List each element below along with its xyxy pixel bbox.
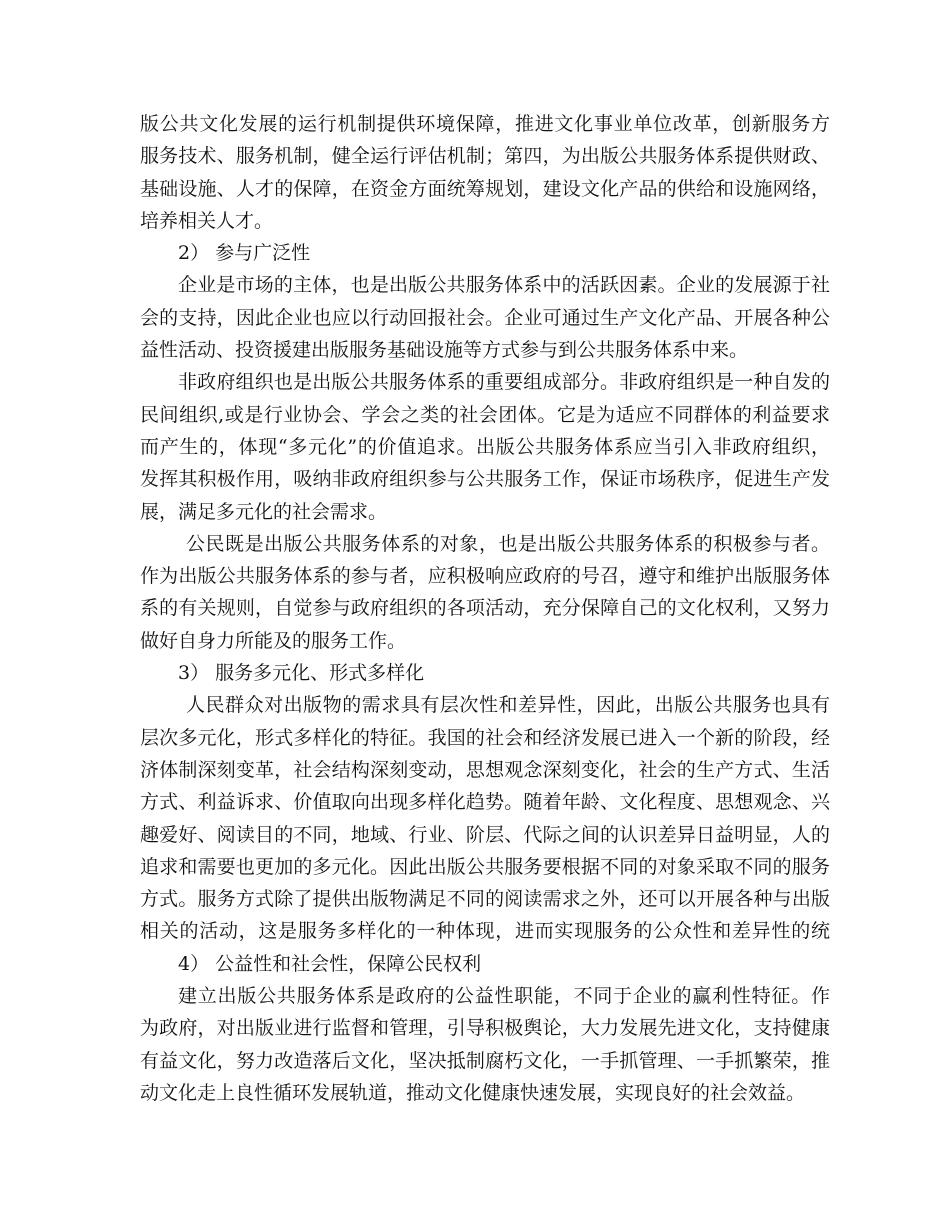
text-line: 培养相关人才。 bbox=[140, 209, 274, 232]
paragraph bbox=[140, 689, 830, 947]
section-heading: 2） 参与广泛性 bbox=[178, 242, 311, 265]
text-line: 公民既是出版公共服务体系的对象，也是出版公共服务体系的积极参与者。 bbox=[186, 532, 830, 555]
text-line: 济体制深刻变革，社会结构深刻变动，思想观念深刻变化，社会的生产方式、生活 bbox=[140, 758, 830, 781]
text-line: 趣爱好、阅读目的不同，地域、行业、阶层、代际之间的认识差异日益明显，人的 bbox=[140, 823, 830, 846]
text-line: 有益文化，努力改造落后文化，坚决抵制腐朽文化，一手抓管理、一手抓繁荣，推 bbox=[140, 1049, 830, 1072]
section-heading: 3） 服务多元化、形式多样化 bbox=[178, 662, 425, 685]
text-line: 服务技术、服务机制，健全运行评估机制；第四，为出版公共服务体系提供财政、 bbox=[140, 145, 830, 168]
text-line: 版公共文化发展的运行机制提供环境保障，推进文化事业单位改革，创新服务方 bbox=[140, 113, 830, 135]
text-line: 展，满足多元化的社会需求。 bbox=[140, 500, 388, 523]
section-heading: 4） 公益性和社会性，保障公民权利 bbox=[178, 952, 482, 975]
text-line: 做好自身力所能及的服务工作。 bbox=[140, 629, 407, 652]
text-line: 相关的活动，这是服务多样化的一种体现，进而实现服务的公众性和差异性的统 bbox=[140, 920, 830, 943]
text-line: 系的有关规则，自觉参与政府组织的各项活动，充分保障自己的文化权利，又努力 bbox=[140, 597, 830, 620]
text-line: 层次多元化，形式多样化的特征。我国的社会和经济发展已进入一个新的阶段，经 bbox=[140, 726, 830, 749]
text-line: 建立出版公共服务体系是政府的公益性职能，不同于企业的赢利性特征。作 bbox=[178, 985, 830, 1008]
text-line: 企业是市场的主体，也是出版公共服务体系中的活跃因素。企业的发展源于社 bbox=[178, 274, 830, 297]
text-line: 人民群众对出版物的需求具有层次性和差异性，因此，出版公共服务也具有 bbox=[186, 694, 830, 717]
paragraph bbox=[140, 269, 830, 366]
text-line: 追求和需要也更加的多元化。因此出版公共服务要根据不同的对象采取不同的服务 bbox=[140, 855, 830, 878]
text-line: 发挥其积极作用，吸纳非政府组织参与公共服务工作，保证市场秩序，促进生产发 bbox=[140, 468, 830, 491]
text-line: 动文化走上良性循环发展轨道，推动文化健康快速发展，实现良好的社会效益。 bbox=[140, 1081, 806, 1104]
text-line: 方式。服务方式除了提供出版物满足不同的阅读需求之外，还可以开展各种与出版 bbox=[140, 888, 830, 911]
document-body bbox=[140, 108, 830, 1109]
text-line: 益性活动、投资援建出版服务基础设施等方式参与到公共服务体系中来。 bbox=[140, 339, 749, 362]
text-line: 方式、利益诉求、价值取向出现多样化趋势。随着年龄、文化程度、思想观念、兴 bbox=[140, 791, 830, 814]
paragraph bbox=[140, 108, 830, 237]
text-line: 民间组织,或是行业协会、学会之类的社会团体。它是为适应不同群体的利益要求 bbox=[140, 403, 830, 426]
paragraph bbox=[140, 980, 830, 1109]
text-line: 为政府，对出版业进行监督和管理，引导积极舆论，大力发展先进文化，支持健康 bbox=[140, 1017, 830, 1040]
text-line: 非政府组织也是出版公共服务体系的重要组成部分。非政府组织是一种自发的 bbox=[178, 371, 830, 394]
paragraph bbox=[140, 528, 830, 657]
text-line: 基础设施、人才的保障，在资金方面统筹规划，建设文化产品的供给和设施网络， bbox=[140, 177, 830, 200]
paragraph bbox=[140, 366, 830, 527]
text-line: 会的支持，因此企业也应以行动回报社会。企业可通过生产文化产品、开展各种公 bbox=[140, 306, 830, 329]
text-line: 作为出版公共服务体系的参与者，应积极响应政府的号召，遵守和维护出版服务体 bbox=[140, 565, 830, 588]
text-line: 而产生的，体现“多元化”的价值追求。出版公共服务体系应当引入非政府组织， bbox=[140, 435, 830, 458]
